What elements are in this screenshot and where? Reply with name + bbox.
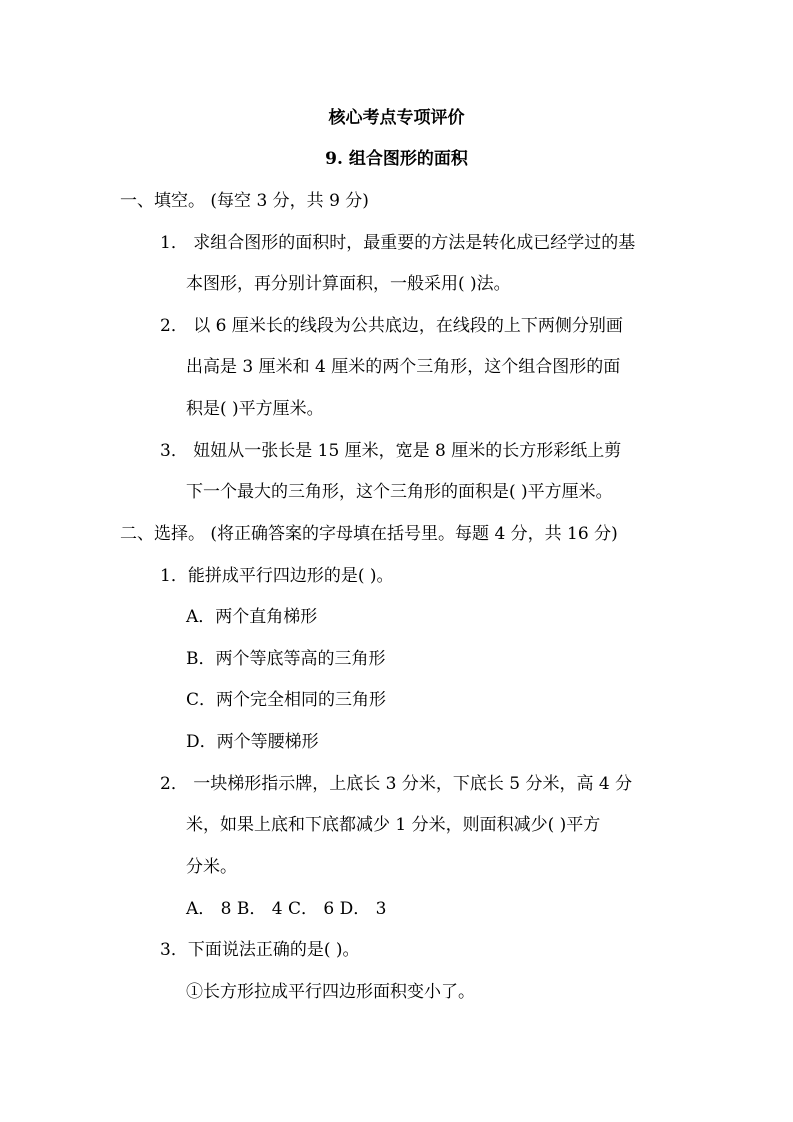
choice-question-2-options: A． 8 B． 4 C． 6 D． 3 [186,899,387,919]
question-2-line-3: 积是( )平方厘米。 [186,399,324,419]
choice-question-1-option-d: D．两个等腰梯形 [186,732,319,752]
choice-question-1-option-c: C．两个完全相同的三角形 [186,690,387,710]
choice-question-2-line-1: 2． 一块梯形指示牌，上底长 3 分米，下底长 5 分米，高 4 分 [160,774,633,794]
choice-question-1-option-b: B．两个等底等高的三角形 [186,649,386,669]
question-1-line-1: 1． 求组合图形的面积时，最重要的方法是转化成已经学过的基 [160,233,636,253]
question-2-line-1: 2． 以 6 厘米长的线段为公共底边，在线段的上下两侧分别画 [160,316,623,336]
choice-question-3-stem: 3．下面说法正确的是( )。 [160,940,360,960]
section-fill-blank-heading: 一、填空。 (每空 3 分，共 9 分) [120,191,369,211]
section-choice-heading: 二、选择。 (将正确答案的字母填在括号里。每题 4 分，共 16 分) [120,524,618,544]
choice-question-1-option-a: A．两个直角梯形 [186,607,318,627]
page-subtitle: 9. 组合图形的面积 [325,149,468,169]
choice-question-2-line-2: 米，如果上底和下底都减少 1 分米，则面积减少( )平方 [186,815,601,835]
question-3-line-1: 3． 妞妞从一张长是 15 厘米，宽是 8 厘米的长方形彩纸上剪 [160,441,622,461]
choice-question-2-line-3: 分米。 [186,857,237,877]
page-title: 核心考点专项评价 [328,108,465,128]
choice-question-3-statement-1: ①长方形拉成平行四边形面积变小了。 [186,982,475,1002]
choice-question-1-stem: 1．能拼成平行四边形的是( )。 [160,566,394,586]
question-3-line-2: 下一个最大的三角形，这个三角形的面积是( )平方厘米。 [186,482,613,502]
question-2-line-2: 出高是 3 厘米和 4 厘米的两个三角形，这个组合图形的面 [186,357,621,377]
question-1-line-2: 本图形，再分别计算面积，一般采用( )法。 [186,274,511,294]
